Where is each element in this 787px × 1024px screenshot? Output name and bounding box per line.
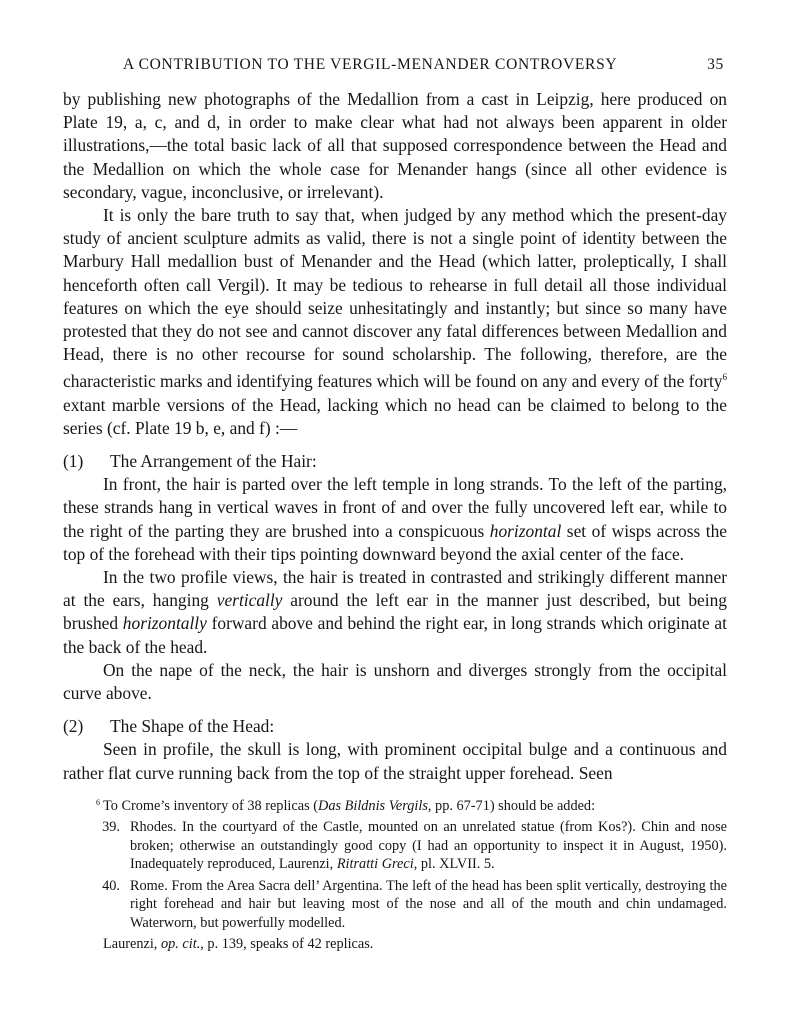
section-number: (1)	[63, 451, 84, 472]
footnote-tail-text: Laurenzi,	[103, 936, 161, 953]
footnote-item-number: 39.	[102, 819, 120, 836]
section-heading-shape	[63, 715, 727, 738]
paragraph-hair-nape: On the nape of the neck, the hair is unshorn and diverges strongly from the occipital curve above.	[63, 659, 727, 704]
footnote-tail-citation: op. cit.	[160, 936, 201, 953]
footnote-item	[63, 818, 727, 874]
footnote-intro-text: To Crome’s inventory of 38 replicas (	[103, 797, 318, 814]
paragraph-hair-profile: In the two profile views, the hair is treated in contrasted and strikingly different manner at the ears, hanging vertically around the left ear in the manner just described, but being brushed horizontally forward above and behind the right ear, in long strands which originate at the back of the head.	[63, 567, 728, 657]
page-number: 35	[707, 56, 724, 73]
footnote-item-text-end: , pl. XLVII. 5.	[413, 856, 495, 873]
footnote-tail	[103, 935, 727, 954]
page	[63, 52, 727, 954]
footnote-item-text-start: Rhodes. In the courtyard of the Castle, mounted on an unrelated statue (from Kos?). Chin and nose broken; otherwise an outstandingly good copy (I had an opportunity to inspect it in August, 1950). Inadequately reproduced, Laurenzi,	[130, 819, 727, 873]
footnote-item	[63, 877, 727, 933]
footnote-item-text	[130, 818, 727, 874]
paragraph-hair-front: In front, the hair is parted over the left temple in long strands. To the left of the parting, these strands hang in vertical waves in front of and over the fully uncovered left ear, while to the right of the parting they are brushed into a conspicuous horizontal set of wisps across the top of the forehead with their tips pointing downward beyond the axial center of the face.	[63, 474, 728, 564]
footnote-item-number: 40.	[102, 877, 120, 894]
section-title: The Arrangement of the Hair:	[110, 451, 317, 472]
section-number: (2)	[63, 716, 84, 737]
body-text	[63, 88, 727, 785]
footnote-item-citation: Ritratti Greci	[336, 856, 414, 873]
footnote-intro	[96, 794, 727, 816]
section-heading-hair	[63, 450, 727, 473]
section-title: The Shape of the Head:	[110, 716, 275, 737]
paragraph-identity-text-end: extant marble versions of the Head, lacking which no head can be claimed to belong to the series (cf. Plate 19 b, e, and f) :—	[63, 394, 727, 438]
paragraph-identity-text: It is only the bare truth to say that, when judged by any method which the present-day study of ancient sculpture admits as valid, there is not a single point of identity between the Marbury Hall medallion bust of Menander and the Head (which latter, proleptically, I shall henceforth often call Vergil). It may be tedious to rehearse in full detail all those individual features on which the eye should seize unhesitatingly and instantly; but since so many have protested that they do not see and cannot discover any fatal differences between Medallion and Head, there is no other recourse for sound scholarship. The following, therefore, are the characteristic marks and identifying features which will be found on any and every of the forty	[63, 205, 727, 392]
footnote-book-title: Das Bildnis Vergils	[318, 797, 428, 814]
paragraph-continued: by publishing new photographs of the Medallion from a cast in Leipzig, here produced on Plate 19, a, c, and d, in order to make clear what had not always been apparent in older illustrations,—the total basic lack of all that supposed correspondence between the Head and the Medallion on which the whole case for Menander hangs (since all other evidence is secondary, vague, inconclusive, or irrelevant).	[63, 89, 727, 202]
footnote-tail-text-end: , p. 139, speaks of 42 replicas.	[200, 936, 374, 953]
footnote-marker: 6	[96, 797, 100, 807]
paragraph-identity	[63, 204, 727, 440]
running-header	[63, 52, 727, 76]
footnote-item-text: Rome. From the Area Sacra dell’ Argentina. The left of the head has been split vertically, destroying the right forehead and hair but leaving most of the nose and all of the mouth and chin undamaged. Waterworn, but powerfully modelled.	[130, 877, 727, 931]
running-title: A CONTRIBUTION TO THE VERGIL-MENANDER CONTROVERSY	[123, 56, 618, 73]
footnotes	[63, 794, 727, 954]
paragraph-shape-profile: Seen in profile, the skull is long, with prominent occipital bulge and a continuous and rather flat curve running back from the top of the straight upper forehead. Seen	[63, 739, 727, 783]
footnote-intro-text-end: , pp. 67-71) should be added:	[427, 797, 596, 814]
footnote-reference: 6	[722, 372, 727, 383]
